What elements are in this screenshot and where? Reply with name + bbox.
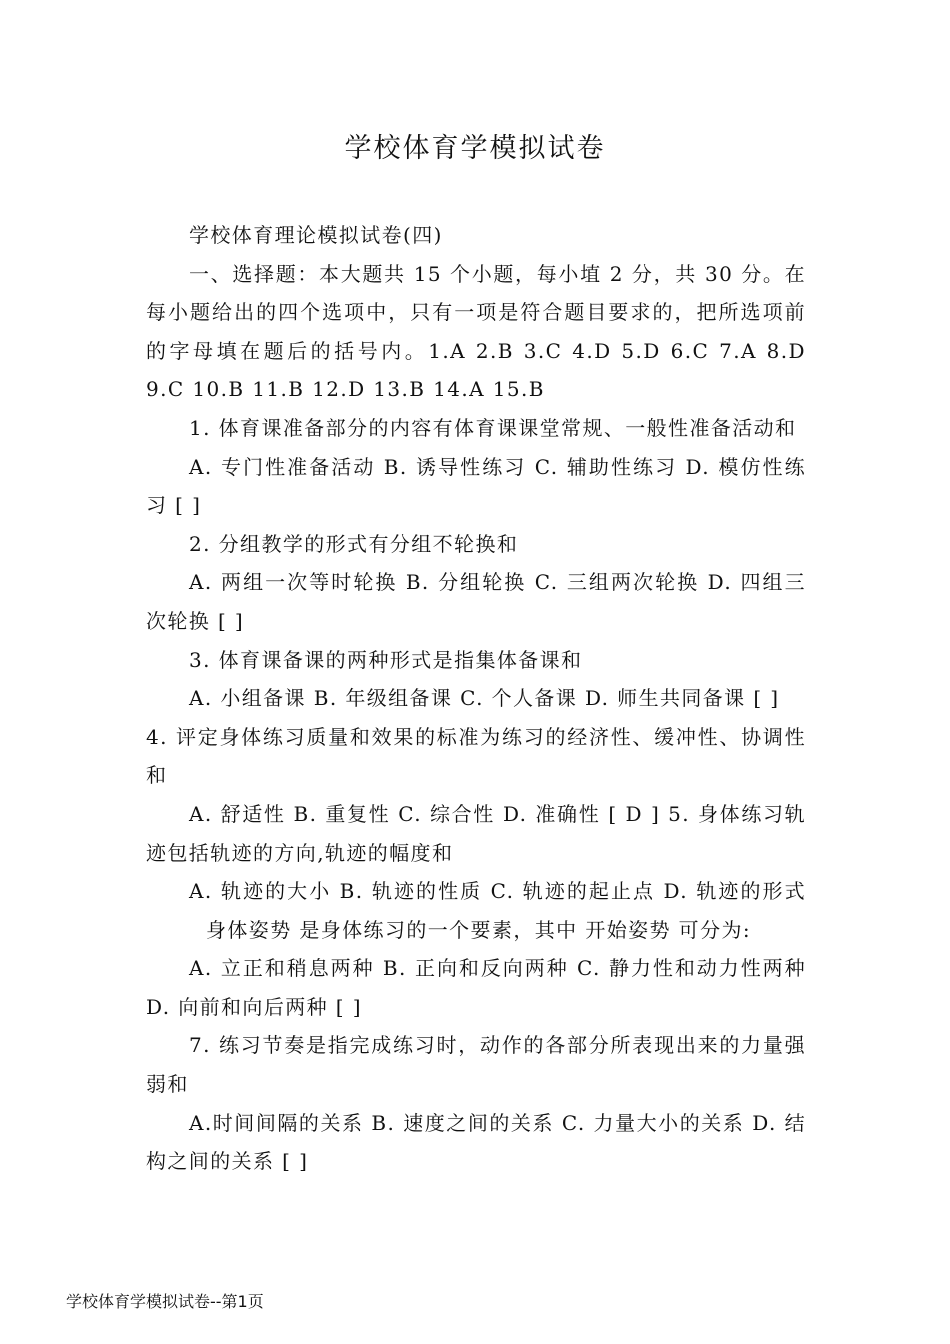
paper-subtitle: 学校体育理论模拟试卷(四) [189, 223, 443, 247]
question-3: 3. 体育课备课的两种形式是指集体备课和 [189, 647, 583, 672]
question-6: 身体姿势 是身体练习的一个要素，其中 开始姿势 可分为: [206, 917, 752, 942]
question-7: 7. 练习节奏是指完成练习时，动作的各部分所表现出来的力量强弱和 [146, 1033, 806, 1097]
question-5-options-and-question-6 [146, 872, 806, 949]
question-2: 2. 分组教学的形式有分组不轮换和 [189, 531, 519, 556]
question-4: 4. 评定身体练习质量和效果的标准为练习的经济性、缓冲性、协调性和 [146, 724, 806, 788]
question-1-options: A. 专门性准备活动 B. 诱导性练习 C. 辅助性练习 D. 模仿性练习 [ ] [146, 454, 806, 518]
page-title: 学校体育学模拟试卷 [344, 133, 606, 164]
document-body [146, 216, 806, 1181]
question-5-options: A. 轨迹的大小 B. 轨迹的性质 C. 轨迹的起止点 D. 轨迹的形式 [189, 879, 806, 904]
question-1: 1. 体育课准备部分的内容有体育课课堂常规、一般性准备活动和 [189, 415, 797, 440]
page-footer: 学校体育学模拟试卷--第1页 [66, 1292, 264, 1311]
question-2-options: A. 两组一次等时轮换 B. 分组轮换 C. 三组两次轮换 D. 四组三次轮换 [ ] [146, 570, 806, 633]
question-7-options: A.时间间隔的关系 B. 速度之间的关系 C. 力量大小的关系 D. 结构之间的关系 [ ] [146, 1110, 806, 1174]
question-3-options: A. 小组备课 B. 年级组备课 C. 个人备课 D. 师生共同备课 [ ] [189, 686, 780, 711]
section-instructions: 一、选择题：本大题共 15 个小题，每小埴 2 分，共 30 分。在每小题给出的四个选项中，只有一项是符合题目要求的，把所选项前的字母填在题后的括号内。1.A 2.B 3.C 4.D 5.D 6.C 7.A 8.D 9.C 10.B 11.B 12.D 13.B 14.A 15.B [146, 261, 806, 402]
question-4-options-and-question-5: A. 舒适性 B. 重复性 C. 综合性 D. 准确性 [ D ] 5. 身体练习轨迹包括轨迹的方向,轨迹的幅度和 [146, 801, 806, 865]
question-6-options: A. 立正和稍息两种 B. 正向和反向两种 C. 静力性和动力性两种 D. 向前和向后两种 [ ] [146, 956, 806, 1019]
